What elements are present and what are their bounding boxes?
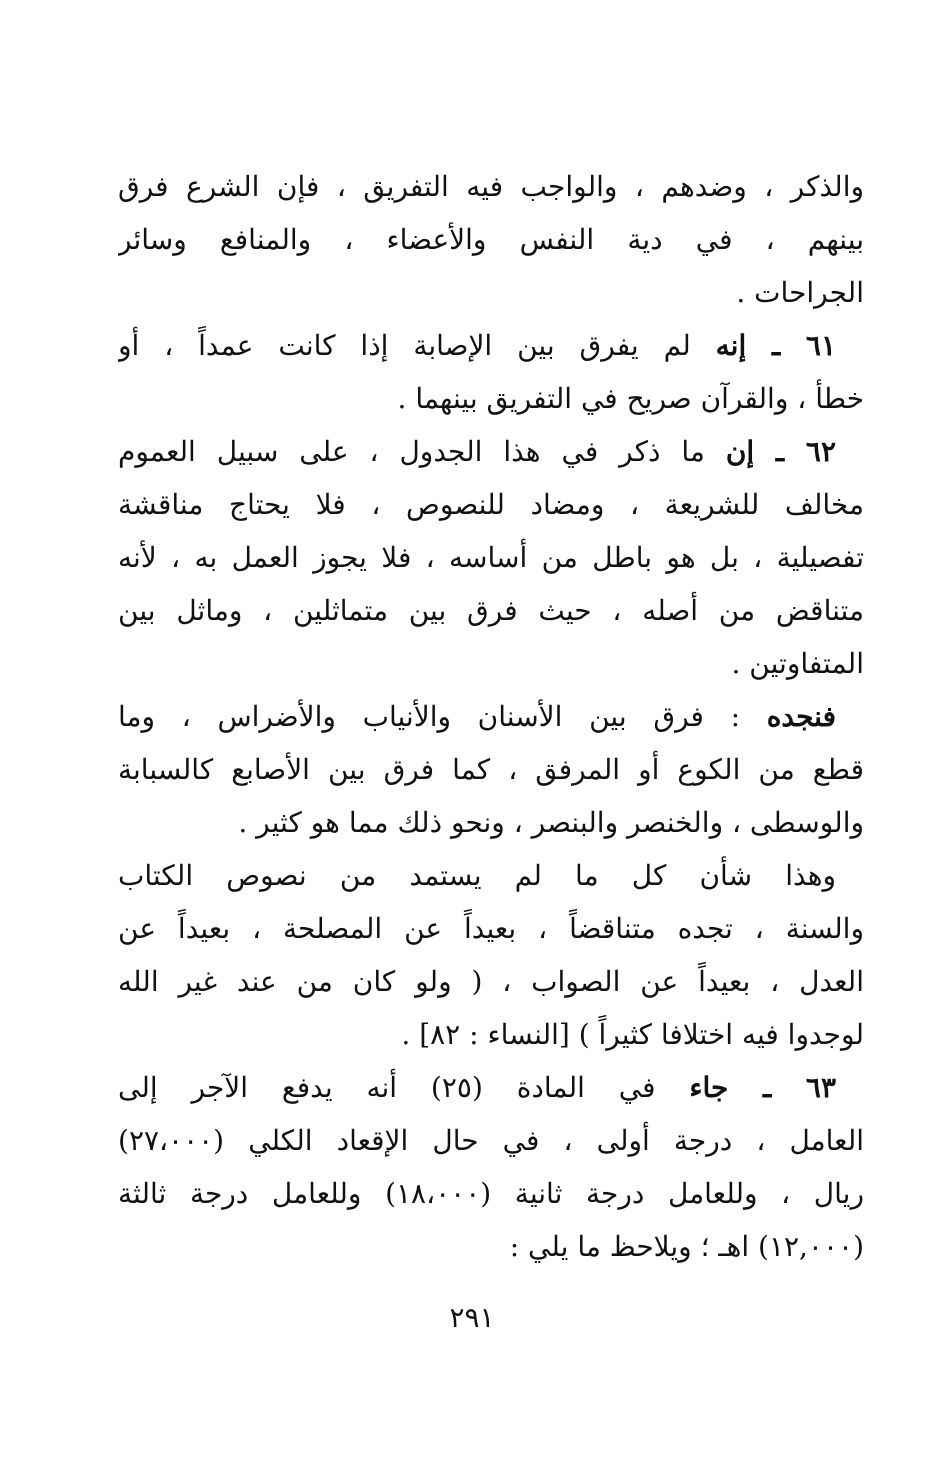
item-number-62: ٦٢ ـ إن	[725, 435, 836, 468]
text-line: المتفاوتين .	[731, 647, 864, 680]
text-line: مخالف للشريعة ، ومضاد للنصوص ، فلا يحتاج مناقشة	[118, 488, 864, 521]
body-text	[118, 160, 864, 1273]
text-line: الجراحات .	[736, 276, 864, 309]
text-line	[118, 690, 864, 743]
text-line: وهذا شأن كل ما لم يستمد من نصوص الكتاب	[118, 859, 836, 892]
text-line	[118, 319, 864, 372]
text-line: ريال ، وللعامل درجة ثانية (١٨،٠٠٠) وللعامل درجة ثالثة	[118, 1177, 864, 1210]
page-number: ٢٩١	[449, 1301, 495, 1334]
text-line: العامل ، درجة أولى ، في حال الإقعاد الكلي (٢٧،٠٠٠)	[118, 1124, 864, 1157]
text-line	[118, 425, 864, 478]
text-line: متناقض من أصله ، حيث فرق بين متماثلين ، وماثل بين	[118, 594, 864, 627]
text-line: والوسطى ، والخنصر والبنصر ، ونحو ذلك مما هو كثير .	[238, 806, 864, 839]
text-line: لوجدوا فيه اختلافا كثيراً ) [النساء : ٨٢] .	[401, 1018, 864, 1051]
text-line: العدل ، بعيداً عن الصواب ، ( ولو كان من عند غير الله	[118, 965, 864, 998]
paragraph-lead: فنجده	[766, 700, 836, 733]
text-line: تفصيلية ، بل هو باطل من أساسه ، فلا يجوز العمل به ، لأنه	[118, 541, 864, 574]
line-text: : فرق بين الأسنان والأنياب والأضراس ، وما	[118, 700, 767, 733]
text-line: بينهم ، في دية النفس والأعضاء ، والمنافع وسائر	[118, 223, 864, 256]
item-number-61: ٦١ ـ إنه	[715, 329, 836, 362]
text-line: قطع من الكوع أو المرفق ، كما فرق بين الأصابع كالسبابة	[118, 753, 864, 786]
line-text: في المادة (٢٥) أنه يدفع الآجر إلى	[118, 1071, 690, 1104]
text-line: والذكر ، وضدهم ، والواجب فيه التفريق ، فإن الشرع فرق	[118, 170, 864, 203]
text-line	[118, 1061, 864, 1114]
item-number-63: ٦٣ ـ جاء	[689, 1071, 836, 1104]
text-line: والسنة ، تجده متناقضاً ، بعيداً عن المصلحة ، بعيداً عن	[118, 912, 864, 945]
line-text: ما ذكر في هذا الجدول ، على سبيل العموم	[118, 435, 726, 468]
line-text: لم يفرق بين الإصابة إذا كانت عمداً ، أو	[118, 329, 716, 362]
text-line: (١٢,٠٠٠) اهـ ؛ ويلاحظ ما يلي :	[509, 1230, 864, 1263]
text-line: خطأ ، والقرآن صريح في التفريق بينهما .	[397, 382, 864, 415]
